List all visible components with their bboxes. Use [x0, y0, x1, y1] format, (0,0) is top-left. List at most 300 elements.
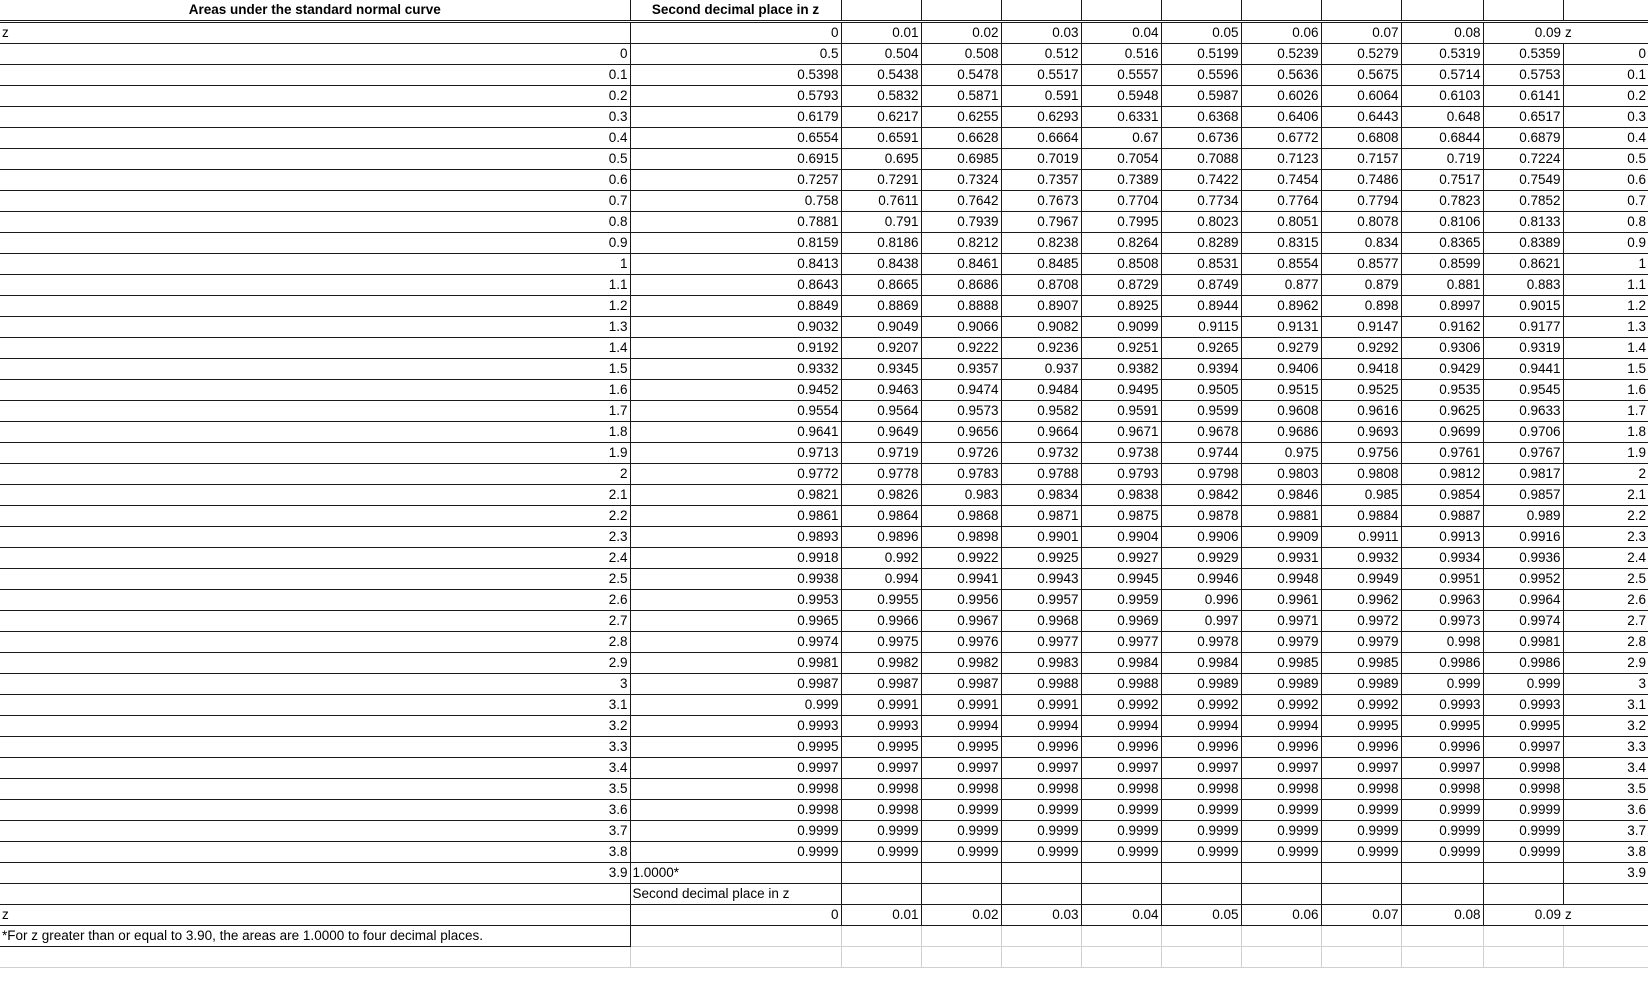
area-value[interactable]: 0.7939	[921, 212, 1001, 233]
column-header[interactable]: 0.05	[1161, 22, 1241, 44]
area-value[interactable]: 0.9962	[1321, 590, 1401, 611]
area-value[interactable]: 0.8907	[1001, 296, 1081, 317]
empty-cell[interactable]	[0, 884, 630, 905]
z-value-right[interactable]: 3.3	[1563, 737, 1648, 758]
z-value[interactable]: 1.2	[0, 296, 630, 317]
area-value[interactable]: 0.9864	[841, 506, 921, 527]
area-value[interactable]: 0.9976	[921, 632, 1001, 653]
area-value[interactable]: 0.7257	[630, 170, 841, 191]
z-value[interactable]: 3.5	[0, 779, 630, 800]
area-value[interactable]: 0.9925	[1001, 548, 1081, 569]
area-value[interactable]: 0.9236	[1001, 338, 1081, 359]
area-value[interactable]: 0.9812	[1401, 464, 1483, 485]
empty-cell[interactable]	[1081, 884, 1161, 905]
area-value[interactable]: 0.9896	[841, 527, 921, 548]
z-value-right[interactable]: 2	[1563, 464, 1648, 485]
area-value[interactable]: 0.9997	[1161, 758, 1241, 779]
area-value[interactable]: 0.985	[1321, 485, 1401, 506]
empty-cell[interactable]	[1081, 0, 1161, 22]
area-value[interactable]: 0.9429	[1401, 359, 1483, 380]
area-value[interactable]: 0.9994	[1161, 716, 1241, 737]
area-value[interactable]: 0.7224	[1483, 149, 1563, 170]
area-value[interactable]: 0.8888	[921, 296, 1001, 317]
area-value[interactable]: 0.8413	[630, 254, 841, 275]
area-value[interactable]: 0.9999	[1001, 821, 1081, 842]
area-value[interactable]: 0.9993	[630, 716, 841, 737]
area-value[interactable]: 0.8186	[841, 233, 921, 254]
area-value[interactable]: 0.9997	[1001, 758, 1081, 779]
z-value[interactable]: 1.5	[0, 359, 630, 380]
area-value[interactable]: 0.9998	[1241, 779, 1321, 800]
area-value[interactable]: 0.6179	[630, 107, 841, 128]
area-value[interactable]: 0.9808	[1321, 464, 1401, 485]
area-value[interactable]: 0.9997	[1321, 758, 1401, 779]
area-value[interactable]: 0.8438	[841, 254, 921, 275]
area-value[interactable]: 0.8023	[1161, 212, 1241, 233]
empty-cell[interactable]	[1241, 863, 1321, 884]
z-label-right[interactable]: z	[1563, 22, 1648, 44]
empty-cell[interactable]	[1161, 926, 1241, 947]
area-value[interactable]: 0.6443	[1321, 107, 1401, 128]
column-header[interactable]: 0.09	[1483, 22, 1563, 44]
area-value[interactable]: 0.9988	[1081, 674, 1161, 695]
area-value[interactable]: 0.5636	[1241, 65, 1321, 86]
area-value[interactable]: 0.9015	[1483, 296, 1563, 317]
area-value[interactable]: 0.9861	[630, 506, 841, 527]
area-value[interactable]: 0.9989	[1241, 674, 1321, 695]
area-value[interactable]: 0.9961	[1241, 590, 1321, 611]
area-value[interactable]: 0.9992	[1321, 695, 1401, 716]
area-value[interactable]: 0.9984	[1081, 653, 1161, 674]
z-value[interactable]: 2.2	[0, 506, 630, 527]
area-value[interactable]: 0.9996	[1321, 737, 1401, 758]
area-value[interactable]: 0.6985	[921, 149, 1001, 170]
z-value[interactable]: 3.2	[0, 716, 630, 737]
area-value[interactable]: 0.9986	[1401, 653, 1483, 674]
area-value[interactable]: 0.7995	[1081, 212, 1161, 233]
area-value[interactable]: 0.9998	[921, 779, 1001, 800]
area-value[interactable]: 0.9817	[1483, 464, 1563, 485]
empty-cell[interactable]	[1401, 863, 1483, 884]
empty-cell[interactable]	[1001, 863, 1081, 884]
z-value-right[interactable]: 3	[1563, 674, 1648, 695]
column-header[interactable]: 0.06	[1241, 22, 1321, 44]
area-value[interactable]: 0.8051	[1241, 212, 1321, 233]
area-value[interactable]: 0.9842	[1161, 485, 1241, 506]
area-value[interactable]: 0.9979	[1241, 632, 1321, 653]
area-value[interactable]: 0.9767	[1483, 443, 1563, 464]
z-value[interactable]: 0.8	[0, 212, 630, 233]
empty-cell[interactable]	[1401, 0, 1483, 22]
area-value[interactable]: 0.9898	[921, 527, 1001, 548]
area-value[interactable]: 0.879	[1321, 275, 1401, 296]
z-value[interactable]: 3.7	[0, 821, 630, 842]
area-value[interactable]: 0.9484	[1001, 380, 1081, 401]
area-value[interactable]: 0.9834	[1001, 485, 1081, 506]
empty-cell[interactable]	[1483, 884, 1563, 905]
area-value[interactable]: 0.9049	[841, 317, 921, 338]
empty-cell[interactable]	[1321, 926, 1401, 947]
area-value[interactable]: 0.9991	[841, 695, 921, 716]
area-value[interactable]: 0.9909	[1241, 527, 1321, 548]
z-value-right[interactable]: 0.4	[1563, 128, 1648, 149]
area-value[interactable]: 0.9978	[1161, 632, 1241, 653]
area-value[interactable]: 0.9846	[1241, 485, 1321, 506]
area-value[interactable]: 0.9998	[1081, 779, 1161, 800]
z-value-right[interactable]: 0.1	[1563, 65, 1648, 86]
area-value[interactable]: 0.5557	[1081, 65, 1161, 86]
column-header[interactable]: 0.07	[1321, 905, 1401, 926]
z-value-right[interactable]: 0.3	[1563, 107, 1648, 128]
area-value[interactable]: 0.9951	[1401, 569, 1483, 590]
area-value[interactable]: 0.9147	[1321, 317, 1401, 338]
area-value[interactable]: 0.9857	[1483, 485, 1563, 506]
area-value[interactable]: 0.9993	[841, 716, 921, 737]
area-value[interactable]: 0.9974	[1483, 611, 1563, 632]
footnote[interactable]: *For z greater than or equal to 3.90, the areas are 1.0000 to four decimal places.	[0, 926, 630, 947]
empty-cell[interactable]	[1483, 863, 1563, 884]
empty-cell[interactable]	[1483, 947, 1563, 968]
area-value[interactable]: 0.6026	[1241, 86, 1321, 107]
area-value[interactable]: 0.999	[1483, 674, 1563, 695]
area-value[interactable]: 0.7123	[1241, 149, 1321, 170]
area-value[interactable]: 0.5832	[841, 86, 921, 107]
area-value[interactable]: 0.999	[1401, 674, 1483, 695]
area-value[interactable]: 0.695	[841, 149, 921, 170]
column-header[interactable]: 0.02	[921, 905, 1001, 926]
area-value[interactable]: 0.6368	[1161, 107, 1241, 128]
area-value[interactable]: 0.9983	[1001, 653, 1081, 674]
z-value[interactable]: 1.7	[0, 401, 630, 422]
area-value[interactable]: 0.834	[1321, 233, 1401, 254]
z-value[interactable]: 3.9	[0, 863, 630, 884]
area-value[interactable]: 0.9996	[1001, 737, 1081, 758]
area-value[interactable]: 0.6293	[1001, 107, 1081, 128]
area-value[interactable]: 0.9441	[1483, 359, 1563, 380]
z-value[interactable]: 0.5	[0, 149, 630, 170]
area-value[interactable]: 0.9981	[1483, 632, 1563, 653]
area-value[interactable]: 0.9998	[1001, 779, 1081, 800]
area-value[interactable]: 0.9292	[1321, 338, 1401, 359]
area-value[interactable]: 0.9993	[1483, 695, 1563, 716]
z-value-right[interactable]: 3.4	[1563, 758, 1648, 779]
area-value[interactable]: 0.877	[1241, 275, 1321, 296]
z-value-right[interactable]: 0.8	[1563, 212, 1648, 233]
area-value[interactable]: 0.9793	[1081, 464, 1161, 485]
area-value[interactable]: 0.591	[1001, 86, 1081, 107]
area-value[interactable]: 0.9999	[841, 842, 921, 863]
area-value[interactable]: 0.9999	[1321, 821, 1401, 842]
area-value[interactable]: 0.9726	[921, 443, 1001, 464]
area-value[interactable]: 0.7454	[1241, 170, 1321, 191]
area-value[interactable]: 0.6554	[630, 128, 841, 149]
z-value[interactable]: 2.1	[0, 485, 630, 506]
area-value[interactable]: 0.8686	[921, 275, 1001, 296]
area-value[interactable]: 0.975	[1241, 443, 1321, 464]
area-value[interactable]: 0.9756	[1321, 443, 1401, 464]
area-value[interactable]: 0.5478	[921, 65, 1001, 86]
area-value[interactable]: 0.9998	[1321, 779, 1401, 800]
area-value[interactable]: 0.9997	[1483, 737, 1563, 758]
area-value[interactable]: 0.9982	[841, 653, 921, 674]
empty-cell[interactable]	[1081, 926, 1161, 947]
area-value[interactable]: 0.5948	[1081, 86, 1161, 107]
area-value[interactable]: 0.8621	[1483, 254, 1563, 275]
area-value[interactable]: 0.5	[630, 44, 841, 65]
area-value[interactable]: 0.5871	[921, 86, 1001, 107]
area-value[interactable]: 0.6808	[1321, 128, 1401, 149]
area-value[interactable]: 0.9987	[921, 674, 1001, 695]
area-value[interactable]: 0.9788	[1001, 464, 1081, 485]
area-value[interactable]: 0.983	[921, 485, 1001, 506]
area-value[interactable]: 0.9992	[1081, 695, 1161, 716]
area-value[interactable]: 0.9975	[841, 632, 921, 653]
area-value[interactable]: 0.8643	[630, 275, 841, 296]
area-value[interactable]: 0.9545	[1483, 380, 1563, 401]
z-value-right[interactable]: 3.8	[1563, 842, 1648, 863]
area-value[interactable]: 0.9956	[921, 590, 1001, 611]
area-value[interactable]: 0.8962	[1241, 296, 1321, 317]
column-header[interactable]: 0.02	[921, 22, 1001, 44]
z-value-right[interactable]: 0.9	[1563, 233, 1648, 254]
area-value[interactable]: 0.5239	[1241, 44, 1321, 65]
area-value[interactable]: 0.9999	[1483, 842, 1563, 863]
area-value[interactable]: 0.9949	[1321, 569, 1401, 590]
area-value[interactable]: 0.7157	[1321, 149, 1401, 170]
area-value[interactable]: 0.9394	[1161, 359, 1241, 380]
area-value[interactable]: 0.6591	[841, 128, 921, 149]
z-value[interactable]: 2.4	[0, 548, 630, 569]
area-value[interactable]: 0.8531	[1161, 254, 1241, 275]
area-value[interactable]: 0.9966	[841, 611, 921, 632]
z-label[interactable]: z	[0, 905, 630, 926]
area-value[interactable]: 0.5398	[630, 65, 841, 86]
area-value[interactable]: 0.7673	[1001, 191, 1081, 212]
area-value[interactable]: 0.6736	[1161, 128, 1241, 149]
z-value-right[interactable]: 2.2	[1563, 506, 1648, 527]
area-value[interactable]: 0.9999	[1001, 800, 1081, 821]
area-value[interactable]: 0.9999	[1161, 821, 1241, 842]
empty-cell[interactable]	[1321, 947, 1401, 968]
area-value[interactable]: 0.9997	[921, 758, 1001, 779]
empty-cell[interactable]	[1241, 926, 1321, 947]
z-value-right[interactable]: 3.5	[1563, 779, 1648, 800]
area-value[interactable]: 0.994	[841, 569, 921, 590]
z-value-right[interactable]: 1.3	[1563, 317, 1648, 338]
z-value[interactable]: 2	[0, 464, 630, 485]
empty-cell[interactable]	[1081, 947, 1161, 968]
z-value[interactable]: 0.9	[0, 233, 630, 254]
empty-cell[interactable]	[1483, 926, 1563, 947]
area-value[interactable]: 0.9974	[630, 632, 841, 653]
area-value[interactable]: 0.504	[841, 44, 921, 65]
z-value-right[interactable]: 2.5	[1563, 569, 1648, 590]
area-value[interactable]: 0.9162	[1401, 317, 1483, 338]
z-value[interactable]: 0.7	[0, 191, 630, 212]
area-value[interactable]: 0.6915	[630, 149, 841, 170]
z-value[interactable]: 0	[0, 44, 630, 65]
z-value[interactable]: 3.8	[0, 842, 630, 863]
z-value[interactable]: 1	[0, 254, 630, 275]
area-value[interactable]: 0.9099	[1081, 317, 1161, 338]
empty-cell[interactable]	[1241, 884, 1321, 905]
area-value[interactable]: 0.9989	[1161, 674, 1241, 695]
area-value[interactable]: 0.5793	[630, 86, 841, 107]
area-value[interactable]: 0.9686	[1241, 422, 1321, 443]
area-value[interactable]: 0.9573	[921, 401, 1001, 422]
area-value[interactable]: 0.9955	[841, 590, 921, 611]
area-value[interactable]: 0.9995	[630, 737, 841, 758]
column-header[interactable]: 0.08	[1401, 905, 1483, 926]
area-value[interactable]: 0.9884	[1321, 506, 1401, 527]
area-value[interactable]: 0.9982	[921, 653, 1001, 674]
area-value[interactable]: 0.937	[1001, 359, 1081, 380]
z-value[interactable]: 0.6	[0, 170, 630, 191]
area-value[interactable]: 0.512	[1001, 44, 1081, 65]
empty-cell[interactable]	[1001, 0, 1081, 22]
area-value[interactable]: 0.6664	[1001, 128, 1081, 149]
area-value[interactable]: 0.9599	[1161, 401, 1241, 422]
area-value[interactable]: 0.9998	[1483, 758, 1563, 779]
area-value[interactable]: 0.9999	[1401, 821, 1483, 842]
area-value[interactable]: 0.9463	[841, 380, 921, 401]
area-value[interactable]: 0.9868	[921, 506, 1001, 527]
area-value[interactable]: 0.8997	[1401, 296, 1483, 317]
area-value[interactable]: 0.9969	[1081, 611, 1161, 632]
area-value[interactable]: 0.516	[1081, 44, 1161, 65]
area-value[interactable]: 0.9998	[1401, 779, 1483, 800]
area-value[interactable]: 0.9986	[1483, 653, 1563, 674]
area-value[interactable]: 0.9981	[630, 653, 841, 674]
area-value[interactable]: 0.6141	[1483, 86, 1563, 107]
area-value[interactable]: 0.9838	[1081, 485, 1161, 506]
area-value[interactable]: 0.9959	[1081, 590, 1161, 611]
area-value[interactable]: 0.5596	[1161, 65, 1241, 86]
z-value-right[interactable]: 2.1	[1563, 485, 1648, 506]
area-value[interactable]: 0.719	[1401, 149, 1483, 170]
area-value[interactable]: 0.9279	[1241, 338, 1321, 359]
area-value[interactable]: 0.9115	[1161, 317, 1241, 338]
area-value[interactable]: 0.791	[841, 212, 921, 233]
area-value[interactable]: 0.9994	[1241, 716, 1321, 737]
area-value[interactable]: 0.5753	[1483, 65, 1563, 86]
area-value[interactable]: 0.9616	[1321, 401, 1401, 422]
area-value[interactable]: 0.9706	[1483, 422, 1563, 443]
empty-cell[interactable]	[1321, 863, 1401, 884]
area-value[interactable]: 0.5714	[1401, 65, 1483, 86]
z-value[interactable]: 3.4	[0, 758, 630, 779]
area-value[interactable]: 0.9406	[1241, 359, 1321, 380]
area-value[interactable]: 0.9999	[921, 842, 1001, 863]
area-value[interactable]: 0.5517	[1001, 65, 1081, 86]
area-value[interactable]: 0.8461	[921, 254, 1001, 275]
area-value[interactable]: 0.7642	[921, 191, 1001, 212]
area-value[interactable]: 0.6406	[1241, 107, 1321, 128]
area-value[interactable]: 0.9082	[1001, 317, 1081, 338]
column-header[interactable]: 0.08	[1401, 22, 1483, 44]
area-value[interactable]: 0.7967	[1001, 212, 1081, 233]
area-value[interactable]: 0.9999	[1001, 842, 1081, 863]
area-value[interactable]: 0.9979	[1321, 632, 1401, 653]
area-value[interactable]: 0.9972	[1321, 611, 1401, 632]
area-value[interactable]: 0.9803	[1241, 464, 1321, 485]
area-value[interactable]: 0.9989	[1321, 674, 1401, 695]
empty-cell[interactable]	[1563, 947, 1648, 968]
empty-cell[interactable]	[921, 947, 1001, 968]
area-value[interactable]: 0.7324	[921, 170, 1001, 191]
area-value[interactable]: 0.9881	[1241, 506, 1321, 527]
area-value[interactable]: 0.9999	[1401, 842, 1483, 863]
area-value[interactable]: 0.9999	[921, 821, 1001, 842]
empty-cell[interactable]	[1563, 0, 1648, 22]
column-header[interactable]: 0	[630, 22, 841, 44]
area-value[interactable]: 0.7486	[1321, 170, 1401, 191]
area-value[interactable]: 0.7764	[1241, 191, 1321, 212]
area-value[interactable]: 0.5987	[1161, 86, 1241, 107]
z-value-right[interactable]: 1	[1563, 254, 1648, 275]
area-value[interactable]: 0.6628	[921, 128, 1001, 149]
area-value[interactable]: 0.9999	[1321, 842, 1401, 863]
area-value[interactable]: 0.9738	[1081, 443, 1161, 464]
z-value[interactable]: 0.1	[0, 65, 630, 86]
area-value[interactable]: 0.9938	[630, 569, 841, 590]
empty-cell[interactable]	[630, 926, 841, 947]
area-value[interactable]: 0.997	[1161, 611, 1241, 632]
z-value[interactable]: 2.8	[0, 632, 630, 653]
area-value[interactable]: 0.9345	[841, 359, 921, 380]
area-value[interactable]: 0.9995	[1401, 716, 1483, 737]
area-value[interactable]: 0.9878	[1161, 506, 1241, 527]
area-value[interactable]: 0.9996	[1081, 737, 1161, 758]
area-value[interactable]: 0.8365	[1401, 233, 1483, 254]
area-value[interactable]: 0.9131	[1241, 317, 1321, 338]
area-value[interactable]: 0.8749	[1161, 275, 1241, 296]
z-value-right[interactable]: 2.3	[1563, 527, 1648, 548]
area-value[interactable]: 1.0000*	[630, 863, 841, 884]
area-value[interactable]: 0.8508	[1081, 254, 1161, 275]
empty-cell[interactable]	[1081, 863, 1161, 884]
z-value-right[interactable]: 1.1	[1563, 275, 1648, 296]
area-value[interactable]: 0.648	[1401, 107, 1483, 128]
area-value[interactable]: 0.9945	[1081, 569, 1161, 590]
empty-cell[interactable]	[1161, 863, 1241, 884]
area-value[interactable]: 0.9999	[1321, 800, 1401, 821]
area-value[interactable]: 0.6331	[1081, 107, 1161, 128]
empty-cell[interactable]	[1321, 884, 1401, 905]
area-value[interactable]: 0.8106	[1401, 212, 1483, 233]
area-value[interactable]: 0.6217	[841, 107, 921, 128]
area-value[interactable]: 0.9871	[1001, 506, 1081, 527]
area-value[interactable]: 0.9987	[841, 674, 921, 695]
area-value[interactable]: 0.6103	[1401, 86, 1483, 107]
area-value[interactable]: 0.8708	[1001, 275, 1081, 296]
empty-cell[interactable]	[1161, 884, 1241, 905]
area-value[interactable]: 0.9999	[630, 842, 841, 863]
z-value[interactable]: 3.6	[0, 800, 630, 821]
area-value[interactable]: 0.9798	[1161, 464, 1241, 485]
area-value[interactable]: 0.8389	[1483, 233, 1563, 254]
area-value[interactable]: 0.9505	[1161, 380, 1241, 401]
area-value[interactable]: 0.9671	[1081, 422, 1161, 443]
area-value[interactable]: 0.9999	[1483, 821, 1563, 842]
z-value[interactable]: 2.5	[0, 569, 630, 590]
z-value-right[interactable]: 0.5	[1563, 149, 1648, 170]
area-value[interactable]: 0.9192	[630, 338, 841, 359]
area-value[interactable]: 0.9875	[1081, 506, 1161, 527]
area-value[interactable]: 0.9222	[921, 338, 1001, 359]
area-value[interactable]: 0.7852	[1483, 191, 1563, 212]
area-value[interactable]: 0.8264	[1081, 233, 1161, 254]
